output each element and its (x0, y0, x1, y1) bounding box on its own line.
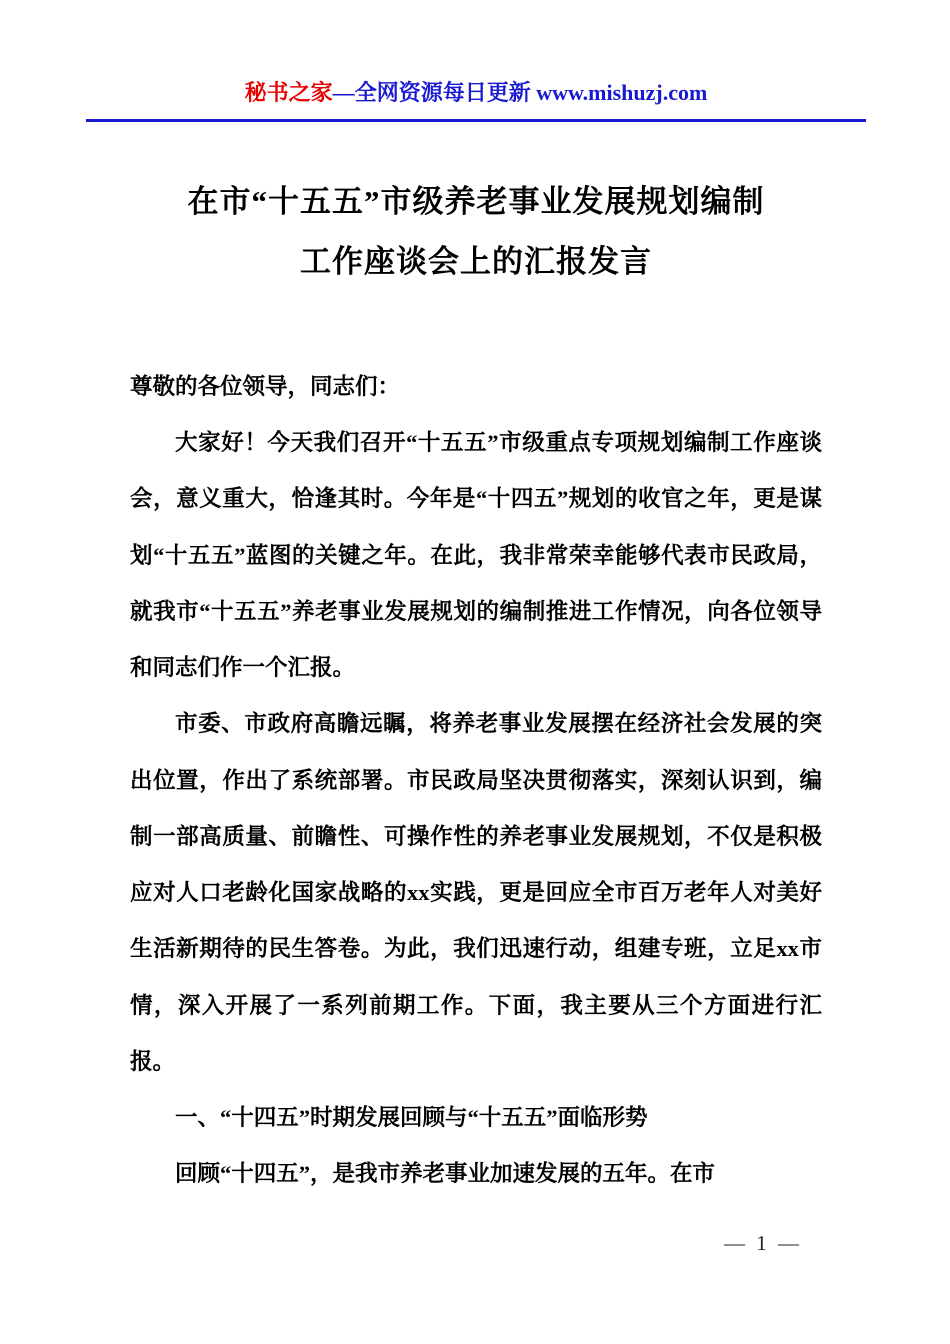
document-title-line2: 工作座谈会上的汇报发言 (300, 244, 652, 280)
paragraph-2: 市委、市政府高瞻远瞩，将养老事业发展摆在经济社会发展的突出位置，作出了系统部署。市民政局坚决贯彻落实，深刻认识到，编制一部高质量、前瞻性、可操作性的养老事业发展规划，不仅是积极应对人口老龄化国家战略的xx实践，更是回应全市百万老年人对美好生活新期待的民生答卷。为此，我们迅速行动，组建专班，立足xx市情，深入开展了一系列前期工作。下面，我主要从三个方面进行汇报。 (130, 711, 822, 1074)
site-brand: 秘书之家 (244, 80, 333, 105)
site-header (130, 76, 822, 122)
salutation: 尊敬的各位领导，同志们： (130, 373, 401, 399)
page-number: — 1 — (724, 1231, 802, 1255)
section-heading-1: 一、“十四五”时期发展回顾与“十五五”面临形势 (175, 1105, 648, 1131)
paragraph-3: 回顾“十四五”，是我市养老事业加速发展的五年。在市 (175, 1161, 716, 1187)
paragraph-1: 大家好！今天我们召开“十五五”市级重点专项规划编制工作座谈会，意义重大，恰逢其时。今年是“十四五”规划的收官之年，更是谋划“十五五”蓝图的关键之年。在此，我非常荣幸能够代表市民政局，就我市“十五五”养老事业发展规划的编制推进工作情况，向各位领导和同志们作一个汇报。 (130, 430, 822, 681)
site-url-link[interactable]: www.mishuzj.com (536, 80, 708, 105)
document-body (130, 359, 822, 1203)
document-title (130, 172, 822, 293)
header-divider (86, 119, 866, 122)
document-title-line1: 在市“十五五”市级养老事业发展规划编制 (187, 184, 765, 219)
site-tagline: —全网资源每日更新 (332, 80, 537, 105)
